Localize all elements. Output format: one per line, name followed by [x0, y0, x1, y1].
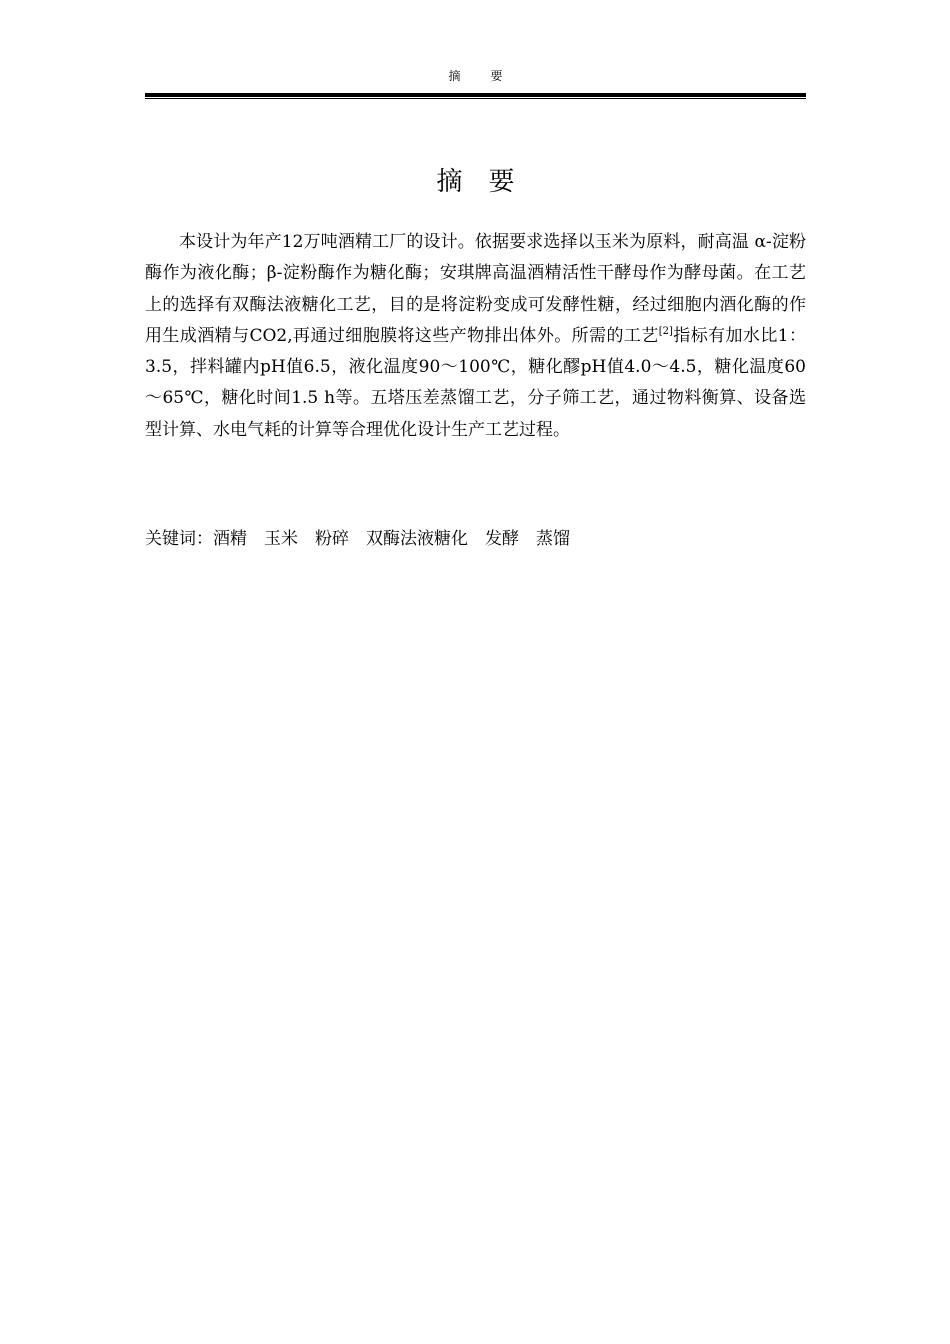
- keywords-line: [145, 525, 806, 553]
- page-title-char: 摘: [436, 167, 463, 197]
- keyword: 粉碎: [315, 529, 349, 549]
- header-rule-thin: [145, 98, 806, 99]
- keywords-label: 关键词：: [145, 529, 213, 549]
- citation-reference: [2]: [658, 325, 673, 337]
- running-header-char: 要: [490, 69, 503, 83]
- keyword: 双酶法液糖化: [366, 529, 468, 549]
- abstract-paragraph: [145, 227, 806, 446]
- header-rule-thick: [145, 93, 806, 97]
- page-title-char: 要: [488, 167, 515, 197]
- keyword: 发酵: [485, 529, 519, 549]
- abstract-text-part1: 本设计为年产12万吨酒精工厂的设计。依据要求选择以玉米为原料，耐高温 α-淀粉酶作为液化酶；β-淀粉酶作为糖化酶；安琪牌高温酒精活性干酵母作为酵母菌。在工艺上的选择有双酶法液糖化工艺，目的是将淀粉变成可发酵性糖，经过细胞内酒化酶的作用生成酒精与CO2,再通过细胞膜将这些产物排出体外。所需的工艺: [145, 232, 806, 346]
- keyword: 蒸馏: [536, 529, 570, 549]
- running-header: [145, 67, 806, 84]
- page-title: [145, 164, 806, 200]
- keyword: 玉米: [264, 529, 298, 549]
- running-header-char: 摘: [448, 69, 461, 83]
- abstract-text-part2: 指标有加水比1：3.5，拌料罐内pH值6.5，液化温度90～100℃，糖化醪pH值4.0～4.5，糖化温度60～65℃，糖化时间1.5 h等。五塔压差蒸馏工艺，分子筛工艺，通过物料衡算、设备选型计算、水电气耗的计算等合理优化设计生产工艺过程。: [145, 325, 806, 440]
- keyword: 酒精: [213, 529, 247, 549]
